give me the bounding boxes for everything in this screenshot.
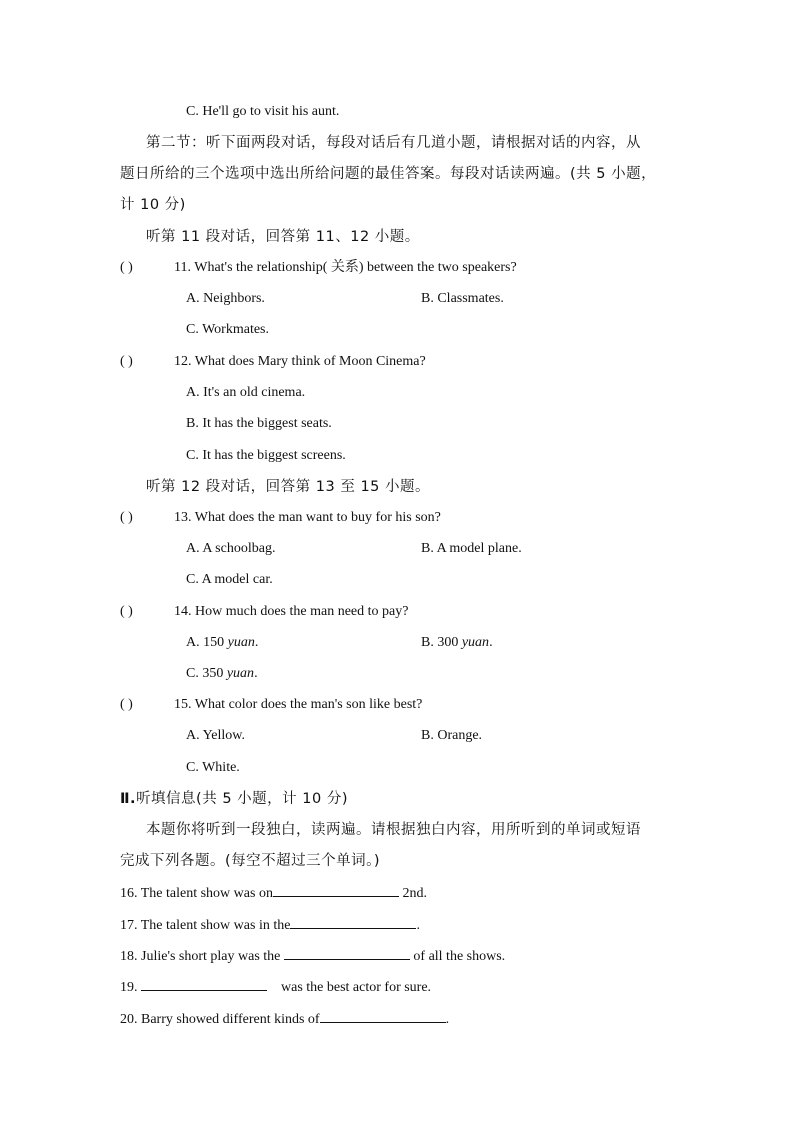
question-13-stem: 13. What does the man want to buy for his son? [174, 510, 441, 525]
q14-option-b-period: . [489, 635, 493, 650]
q13-option-b: B. A model plane. [421, 541, 522, 556]
question-15 [120, 695, 422, 715]
fill-item-19-text: 19. [120, 980, 138, 995]
fill-item-18-after: of all the shows. [413, 949, 506, 964]
q12-option-c: C. It has the biggest screens. [186, 448, 346, 463]
fill-item-19 [120, 976, 431, 998]
q14-option-c-amount: C. 350 [186, 666, 227, 681]
part2-heading-text: 听填信息(共 5 小题，计 10 分) [136, 791, 348, 807]
fill-item-16-after: 2nd. [402, 886, 427, 901]
answer-blank-15[interactable]: ( ) [120, 697, 133, 712]
q15-option-b: B. Orange. [421, 728, 483, 743]
answer-blank-13[interactable]: ( ) [120, 510, 133, 525]
fill-blank-20[interactable] [320, 1008, 446, 1023]
q12-option-a: A. It's an old cinema. [186, 385, 306, 400]
q14-option-b-amount: B. 300 [421, 635, 462, 650]
q14-option-c [186, 664, 258, 684]
q14-option-a-amount: A. 150 [186, 635, 228, 650]
dialog11-heading: 听第 11 段对话，回答第 11、12 小题。 [146, 229, 420, 245]
answer-blank-11[interactable]: ( ) [120, 260, 133, 275]
q14-option-b [421, 633, 493, 653]
question-13 [120, 508, 441, 528]
fill-blank-18[interactable] [284, 945, 410, 960]
q14-option-a [186, 633, 258, 653]
q14-option-a-period: . [254, 635, 259, 650]
part2-heading-number: Ⅱ. [120, 791, 137, 807]
fill-item-18 [120, 945, 505, 967]
fill-item-17-text: 17. The talent show was in the [120, 918, 291, 933]
section2-intro-line3: 计 10 分) [120, 197, 186, 213]
q14-option-b-unit: yuan [461, 635, 490, 650]
part2-heading [120, 789, 348, 809]
question-12 [120, 352, 426, 372]
fill-item-20 [120, 1008, 449, 1030]
fill-item-16 [120, 882, 427, 904]
q10-option-c: C. He'll go to visit his aunt. [186, 104, 340, 119]
q11-option-b: B. Classmates. [421, 291, 504, 306]
fill-item-18-text: 18. Julie's short play was the [120, 949, 281, 964]
question-15-stem: 15. What color does the man's son like best? [174, 697, 423, 712]
question-14-stem: 14. How much does the man need to pay? [174, 604, 409, 619]
q11-option-c: C. Workmates. [186, 322, 269, 337]
question-12-stem: 12. What does Mary think of Moon Cinema? [174, 354, 426, 369]
question-11-stem: 11. What's the relationship( 关系) between the two speakers? [174, 260, 517, 275]
fill-blank-16[interactable] [273, 882, 399, 897]
q13-option-a: A. A schoolbag. [186, 541, 276, 556]
q15-option-c: C. White. [186, 760, 240, 775]
q14-option-a-unit: yuan [227, 635, 255, 650]
fill-item-20-after: . [445, 1012, 450, 1027]
part2-intro-line1: 本题你将听到一段独白，读两遍。请根据独白内容，用所听到的单词或短语 [146, 822, 641, 838]
part2-intro-line2: 完成下列各题。(每空不超过三个单词。) [120, 853, 381, 869]
answer-blank-14[interactable]: ( ) [120, 604, 133, 619]
q15-option-a: A. Yellow. [186, 728, 245, 743]
fill-item-17 [120, 914, 420, 936]
q14-option-c-unit: yuan [226, 666, 255, 681]
fill-item-19-after: was the best actor for sure. [281, 980, 432, 995]
question-14 [120, 602, 408, 622]
section2-intro-line1: 第二节：听下面两段对话，每段对话后有几道小题，请根据对话的内容，从 [146, 135, 641, 151]
fill-item-20-text: 20. Barry showed different kinds of [120, 1012, 320, 1027]
q12-option-b: B. It has the biggest seats. [186, 416, 332, 431]
fill-blank-19[interactable] [141, 976, 267, 991]
dialog12-heading: 听第 12 段对话，回答第 13 至 15 小题。 [146, 479, 431, 495]
q14-option-c-period: . [254, 666, 258, 681]
q13-option-c: C. A model car. [186, 572, 273, 587]
question-11 [120, 258, 517, 278]
fill-item-17-after: . [416, 918, 420, 933]
q11-option-a: A. Neighbors. [186, 291, 265, 306]
section2-intro-line2: 题日所给的三个选项中选出所给问题的最佳答案。每段对话读两遍。(共 5 小题， [120, 166, 657, 182]
fill-blank-17[interactable] [290, 914, 416, 929]
fill-item-16-text: 16. The talent show was on [120, 886, 273, 901]
answer-blank-12[interactable]: ( ) [120, 354, 133, 369]
